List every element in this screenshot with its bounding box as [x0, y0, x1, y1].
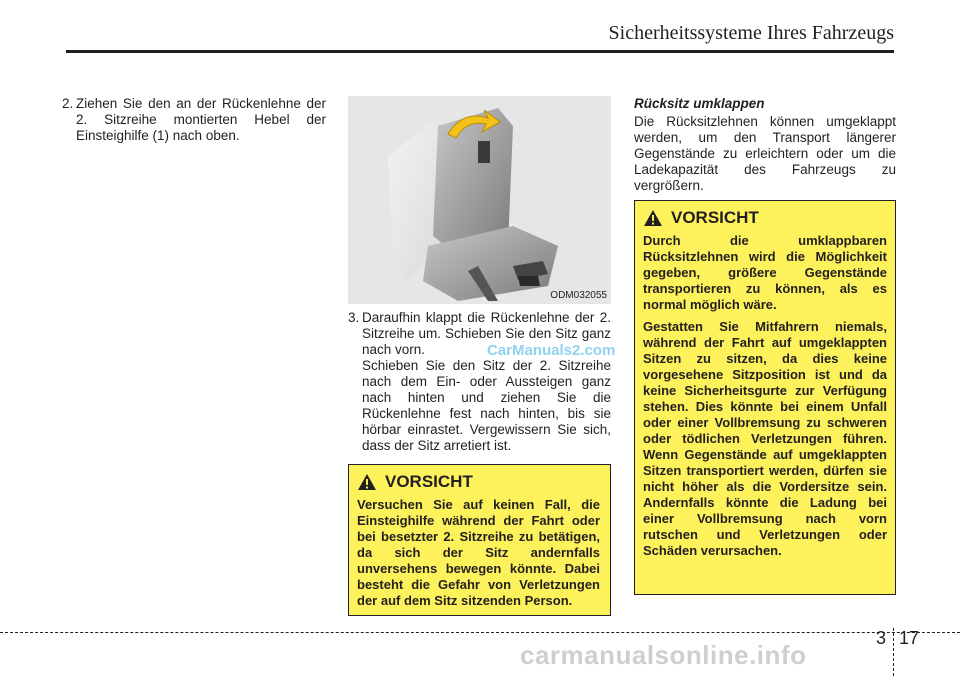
step-3-text: Daraufhin klappt die Rückenlehne der 2. Sitzreihe um. Schieben Sie den Sitz ganz nach vorn. — [362, 310, 611, 357]
caution-title: VORSICHT — [671, 208, 759, 227]
right-column — [634, 96, 896, 194]
section-subheading: Rücksitz umklappen — [634, 96, 765, 111]
folding-seat-drawing — [348, 96, 611, 304]
page-number: 17 — [899, 628, 920, 648]
footer-site-watermark: carmanualsonline.info — [520, 640, 807, 670]
step-2-number: 2. — [62, 96, 74, 111]
caution-box-seat-lift — [348, 464, 611, 616]
middle-column — [348, 310, 611, 454]
header-divider — [66, 50, 894, 53]
step-3-number: 3. — [348, 310, 360, 325]
left-column — [62, 96, 326, 144]
warning-triangle-icon — [643, 209, 663, 227]
caution-title: VORSICHT — [385, 472, 473, 491]
watermark-text: CarManuals2.com — [487, 342, 616, 359]
seat-illustration — [348, 96, 611, 304]
caution-box-fold-seat — [634, 200, 896, 595]
step-3-continuation: Schieben Sie den Sitz der 2. Sitzreihe nach dem Ein- oder Aussteigen ganz nach hinten und ziehen Sie die Rückenlehne fest nach hinten, bis sie hörbar einrastet. Vergewissern Sie sich, dass der Sitz arretiert ist. — [362, 358, 611, 453]
caution-heading — [357, 473, 600, 491]
warning-triangle-icon — [357, 473, 377, 491]
caution-heading — [643, 209, 887, 227]
page-header-title: Sicherheitssysteme Ihres Fahrzeugs — [608, 22, 894, 44]
caution-paragraph-1: Durch die umklappbaren Rücksitzlehnen wird die Möglichkeit gegeben, größere Gegenstände transportieren zu können, als es normal möglich wäre. — [643, 233, 887, 312]
footer-divider — [0, 632, 960, 633]
caution-text: Versuchen Sie auf keinen Fall, die Einsteighilfe während der Fahrt oder bei besetzter 2. Sitzreihe zu betätigen, da sich der Sitz andernfalls unversehens bewegen könnte. Dabei besteht die Gefahr von Verletzungen der auf dem Sitz sitzenden Person. — [357, 497, 600, 608]
section-intro: Die Rücksitzlehnen können umgeklappt werden, um den Transport längerer Gegenstände zu erleichtern oder um die Ladekapazität des Fahrzeugs zu vergrößern. — [634, 114, 896, 193]
step-2 — [62, 96, 326, 144]
caution-paragraph-2: Gestatten Sie Mitfahrern niemals, während der Fahrt auf umgeklappten Sitzen zu sitzen, da dies keine vorgesehene Sitzposition ist und da keine Sicherheitsgurte zur Verfügung stehen. Dies könnte bei einem Unfall oder einer Vollbremsung zu schweren oder tödlichen Verletzungen führen. Wenn Gegenstände auf umgeklappten Sitzen transportiert werden, dürfen sie nicht höher als die Vordersitze sein. Andernfalls könnte die Ladung bei einer Vollbremsung nach vorn rutschen und Verletzungen oder Schäden verursachen. — [643, 319, 887, 558]
page-number-separator — [893, 628, 894, 676]
step-2-text: Ziehen Sie den an der Rückenlehne der 2. Sitzreihe montierten Hebel der Einsteighilfe (1) nach oben. — [76, 96, 326, 143]
figure-code: ODM032055 — [550, 290, 607, 301]
chapter-number: 3 — [876, 628, 887, 648]
